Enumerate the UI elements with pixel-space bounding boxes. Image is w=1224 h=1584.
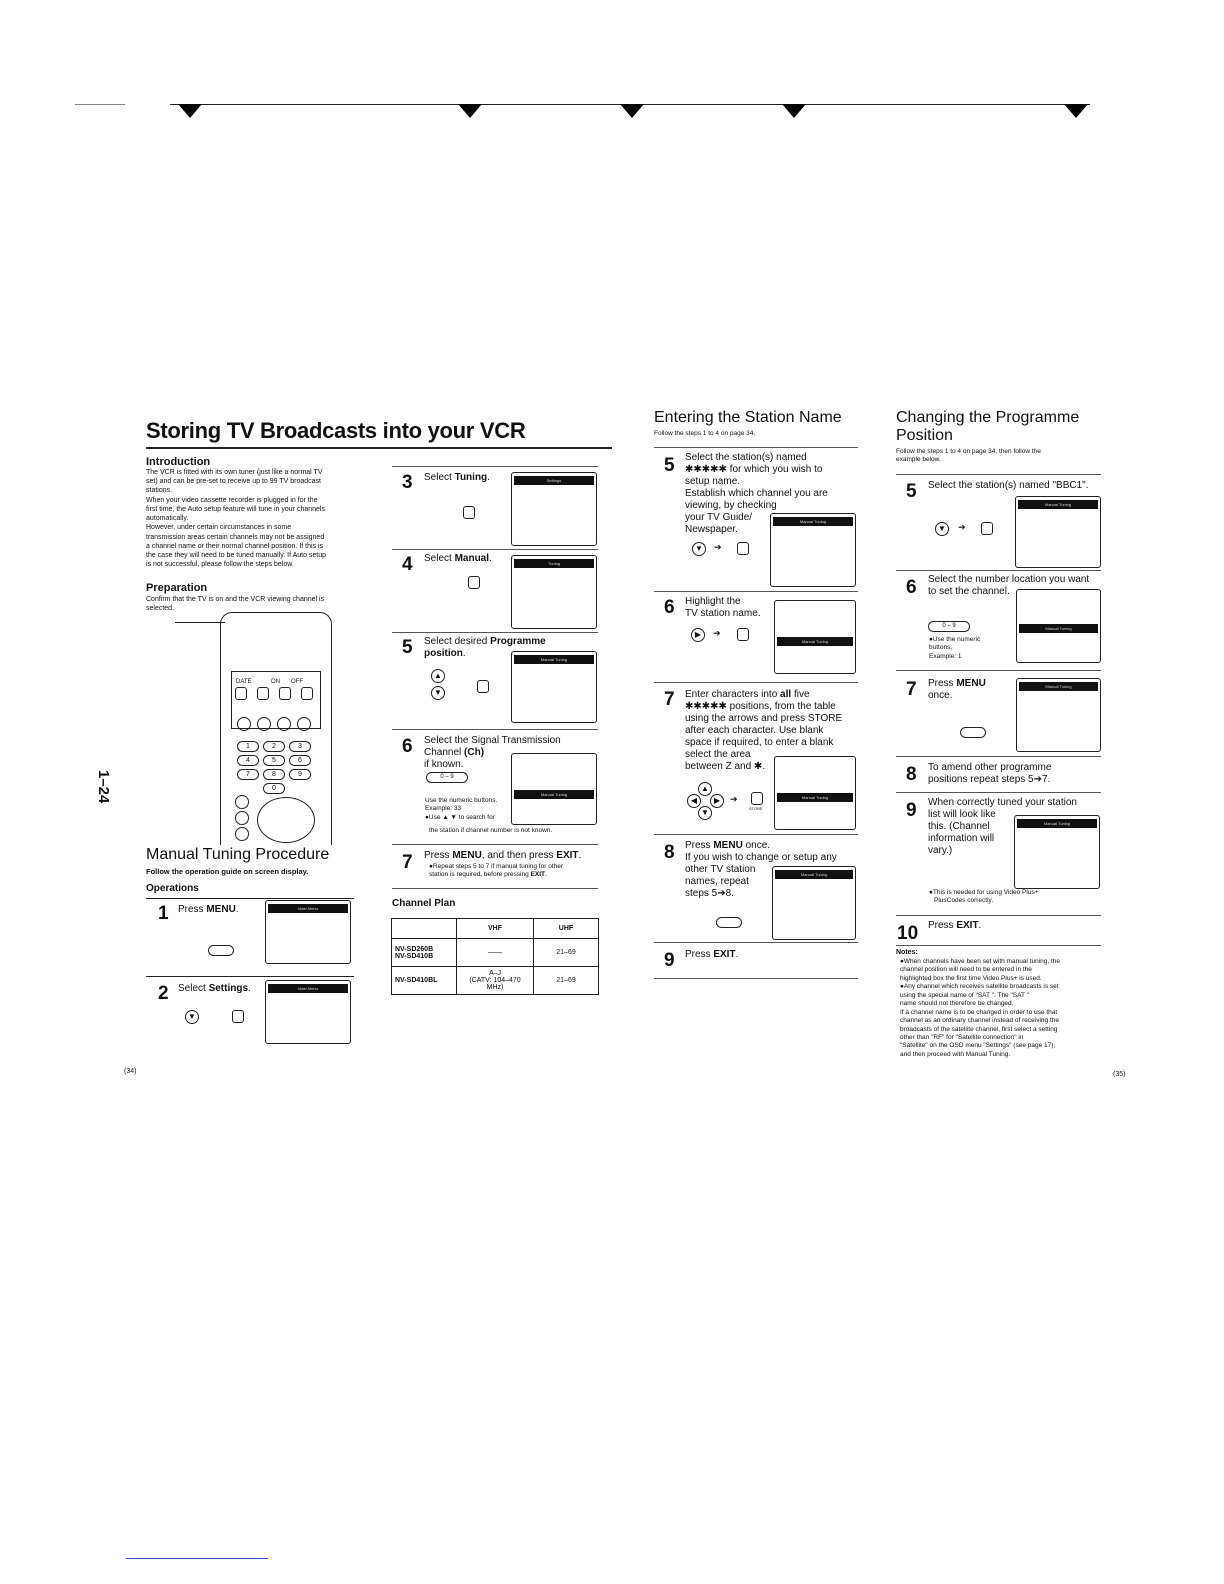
step-text: When correctly tuned your station list will look like this. (Channel information will vary.) (928, 797, 1077, 856)
step-text: Select the number location you want to set the channel. (928, 574, 1090, 597)
table-row (392, 967, 599, 995)
key-2[interactable]: 2 (263, 741, 285, 752)
step-number: 5 (664, 455, 675, 476)
section-subtitle: Follow the steps 1 to 4 on page 34. (654, 430, 756, 437)
divider (392, 632, 598, 633)
step-note: ●This is needed for using Video Plus+ PlusCodes correctly. (929, 889, 1039, 905)
tv-screen: Manual Tuning (1016, 678, 1101, 752)
remote-button[interactable] (235, 687, 247, 700)
divider (896, 474, 1101, 475)
step-text: Select desired Programme position. (424, 636, 546, 659)
tv-screen: Manual Tuning (772, 866, 856, 940)
ok-button-icon (737, 542, 749, 555)
step-number: 3 (402, 472, 413, 493)
step-number: 7 (402, 852, 413, 873)
divider (654, 591, 858, 592)
page-title: Storing TV Broadcasts into your VCR (146, 418, 526, 443)
arrow-icon: ➔ (958, 522, 966, 532)
tv-screen: Manual Tuning (1016, 589, 1101, 663)
table-cell: A–J (CATV: 104–470 MHz) (457, 967, 534, 995)
store-label: STORE (749, 806, 763, 811)
step-number: 4 (402, 554, 413, 575)
divider (654, 834, 858, 835)
step-number: 6 (664, 597, 675, 618)
divider (146, 976, 354, 977)
section-title: Changing the Programme Position (896, 409, 1080, 444)
step-text: Select Tuning. (424, 472, 490, 483)
down-arrow-icon: ▼ (935, 522, 949, 536)
table-cell: NV-SD410BL (392, 967, 457, 995)
off-label: OFF (291, 679, 303, 685)
up-arrow-icon: ▲ (431, 669, 445, 683)
tv-screen: Main Menu (265, 900, 351, 964)
table-header: VHF (457, 919, 534, 939)
tv-screen: Manual Tuning (774, 600, 856, 674)
preparation-heading: Preparation (146, 582, 208, 594)
divider (392, 466, 598, 467)
down-arrow-icon: ▼ (698, 806, 712, 820)
channel-plan-table (391, 918, 599, 995)
ok-button-icon (737, 628, 749, 641)
step-number: 5 (906, 481, 917, 502)
table-cell: 21–69 (534, 967, 599, 995)
table-cell: —— (457, 939, 534, 967)
tv-screen: Manual Tuning (770, 513, 856, 587)
step-number: 9 (906, 800, 917, 821)
step-text: Enter characters into all five ✱✱✱✱✱ positions, from the table using the arrows and press STORE after each character. Use blank space if required, to enter a blank select the area between Z and ✱. (685, 689, 843, 772)
divider (896, 915, 1101, 916)
step-note: Use the numeric buttons. Example: 33 ●Use ▲ ▼ to search for (425, 797, 498, 821)
manual-tuning-heading: Manual Tuning Procedure (146, 846, 330, 863)
tv-screen: Manual Tuning (1015, 496, 1101, 568)
page-number-left: (34) (124, 1068, 137, 1075)
remote-button[interactable] (301, 687, 313, 700)
step-text: Press MENU once. (928, 678, 986, 701)
divider (896, 570, 1101, 571)
remote-button[interactable] (279, 687, 291, 700)
step-number: 7 (906, 679, 917, 700)
divider (896, 670, 1101, 671)
numeric-buttons-icon: 0 – 9 (928, 621, 970, 632)
table-row (392, 939, 599, 967)
tv-screen: Settings (511, 472, 597, 546)
table-header: UHF (534, 919, 599, 939)
arrow-icon: ➔ (714, 542, 722, 552)
ok-button-icon (468, 576, 480, 589)
notes-heading: Notes: (896, 949, 918, 956)
divider (654, 978, 858, 979)
ok-button-icon (232, 1010, 244, 1023)
divider (896, 792, 1101, 793)
left-arrow-icon: ◀ (687, 794, 701, 808)
ok-button-icon (477, 680, 489, 693)
section-title: Entering the Station Name (654, 409, 842, 426)
divider (654, 942, 858, 943)
step-text: Press MENU, and then press EXIT. (424, 850, 582, 861)
title-rule (146, 447, 612, 449)
on-label: ON (271, 679, 280, 685)
step-text: Highlight the TV station name. (685, 596, 761, 619)
divider (896, 756, 1101, 757)
divider (392, 729, 598, 730)
key-3[interactable]: 3 (289, 741, 311, 752)
menu-button-icon (716, 917, 742, 928)
step-number: 5 (402, 637, 413, 658)
intro-text: The VCR is fitted with its own tuner (just like a normal TV set) and can be pre-set to receive up to 99 TV broadcast stations. When your video cassette recorder is plugged in for the first time, the Auto setup feature will tune in your channels automatically. However, under certain circumstances in some transmission areas certain channels may not be assigned a channel name or their normal channel position. If this is the case they will need to be tuned manually. If Auto setup is not successful, please follow the steps below. (146, 469, 327, 569)
down-arrow-icon: ▼ (431, 686, 445, 700)
tv-screen: Tuning (511, 555, 597, 629)
arrow-icon: ➔ (713, 628, 721, 638)
step-number: 7 (664, 689, 675, 710)
remote-button[interactable] (297, 717, 311, 731)
key-8[interactable]: 8 (263, 769, 285, 780)
divider (896, 945, 1101, 946)
bottom-rule (126, 1558, 268, 1559)
numeric-buttons-icon: 0 – 9 (426, 772, 468, 783)
register-mark (178, 104, 202, 118)
divider (392, 844, 598, 845)
page-number-right: (35) (1113, 1071, 1126, 1078)
ok-button-icon (981, 522, 993, 535)
tv-screen: Manual Tuning (1014, 815, 1100, 889)
remote-control (220, 612, 332, 845)
channel-plan-heading: Channel Plan (392, 898, 456, 909)
tv-screen: Main Menu (265, 980, 351, 1044)
key-9[interactable]: 9 (289, 769, 311, 780)
step-number: 6 (402, 736, 413, 757)
remote-button[interactable] (235, 811, 249, 825)
divider (654, 447, 858, 448)
step-text: Press MENU. (178, 904, 239, 915)
menu-button-icon (960, 727, 986, 738)
notes-text: ●When channels have been set with manual tuning, the channel position will need to be entered in the highlighted box the first time Video Plus+ is used. ●Any channel which receives satellite broadcasts is set using the special name of "SAT ". The "SAT " name should not therefore be changed. If a channel name is to be changed in order to use that channel as an ordinary channel instead of receiving the broadcasts of the satellite channel, first select a setting other than "RF" for "Satellite connection" in "Satellite" on the OSD menu "Settings" (see page 17), and then proceed with Manual Tuning. (900, 958, 1061, 1058)
remote-button[interactable] (257, 717, 271, 731)
remote-arrow-pad[interactable] (257, 797, 315, 843)
register-mark (1064, 104, 1088, 118)
remote-button[interactable] (237, 717, 251, 731)
step-number: 1 (158, 903, 169, 924)
preparation-text: Confirm that the TV is on and the VCR viewing channel is selected. (146, 596, 325, 613)
down-arrow-icon: ▼ (692, 542, 706, 556)
remote-button[interactable] (235, 795, 249, 809)
table-cell: 21–69 (534, 939, 599, 967)
key-1[interactable]: 1 (237, 741, 259, 752)
register-mark (782, 104, 806, 118)
table-header (392, 919, 457, 939)
register-mark (458, 104, 482, 118)
key-4[interactable]: 4 (237, 755, 259, 766)
ok-button-icon (463, 506, 475, 519)
step-number: 9 (664, 950, 675, 971)
right-arrow-icon: ▶ (710, 794, 724, 808)
step-number: 2 (158, 983, 169, 1004)
step-text: Select the Signal Transmission Channel (Ch) if known. (424, 735, 561, 770)
arrow-icon: ➔ (730, 794, 738, 804)
tv-screen: Manual Tuning (774, 756, 856, 830)
key-7[interactable]: 7 (237, 769, 259, 780)
step-text: Select the station(s) named ✱✱✱✱✱ for which you wish to setup name. Establish which channel you are viewing, by checking your TV Guide/ Newspaper. (685, 452, 828, 535)
step-number: 10 (897, 923, 919, 944)
divider (654, 682, 858, 683)
store-button-icon (751, 792, 763, 805)
step-number: 8 (664, 842, 675, 863)
tv-screen: Manual Tuning (511, 753, 597, 825)
table-cell: NV-SD260B NV-SD410B (392, 939, 457, 967)
side-page-label: 1–24 (95, 770, 112, 804)
step-note: ●Use the numeric buttons. Example: 1 (929, 636, 981, 660)
remote-button[interactable] (277, 717, 291, 731)
key-6[interactable]: 6 (289, 755, 311, 766)
up-arrow-icon: ▲ (698, 782, 712, 796)
step-text: Select the station(s) named "BBC1". (928, 480, 1089, 491)
step-text: Press EXIT. (685, 949, 739, 960)
remote-button[interactable] (235, 827, 249, 841)
step-text: Press EXIT. (928, 920, 982, 931)
register-mark (620, 104, 644, 118)
right-arrow-icon: ▶ (691, 628, 705, 642)
remote-button[interactable] (257, 687, 269, 700)
step-note: ●Repeat steps 5 to 7 if manual tuning for other station is required, before pressing EXIT. (429, 863, 564, 879)
intro-heading: Introduction (146, 456, 211, 468)
manual-tuning-subtitle: Follow the operation guide on screen display. (146, 867, 309, 876)
divider (146, 898, 354, 899)
remote-leader-line (175, 622, 225, 623)
divider (392, 888, 598, 889)
step-text: Select Settings. (178, 983, 251, 994)
key-0[interactable]: 0 (263, 783, 285, 794)
top-rule-left (75, 104, 125, 105)
step-number: 8 (906, 764, 917, 785)
step-note: the station if channel number is not known. (429, 827, 553, 834)
operations-heading: Operations (146, 883, 199, 894)
step-text: To amend other programme positions repeat steps 5➔7. (928, 762, 1052, 785)
step-text: Select Manual. (424, 553, 492, 564)
date-label: DATE (236, 679, 252, 685)
key-5[interactable]: 5 (263, 755, 285, 766)
divider (392, 549, 598, 550)
section-subtitle: Follow the steps 1 to 4 on page 34, then follow the example below. (896, 448, 1041, 464)
down-arrow-icon: ▼ (185, 1010, 199, 1024)
tv-screen: Manual Tuning (511, 651, 597, 723)
step-text: Press MENU once. If you wish to change or setup any other TV station names, repeat steps 5➔8. (685, 840, 837, 899)
step-number: 6 (906, 577, 917, 598)
menu-button-icon (208, 945, 234, 956)
